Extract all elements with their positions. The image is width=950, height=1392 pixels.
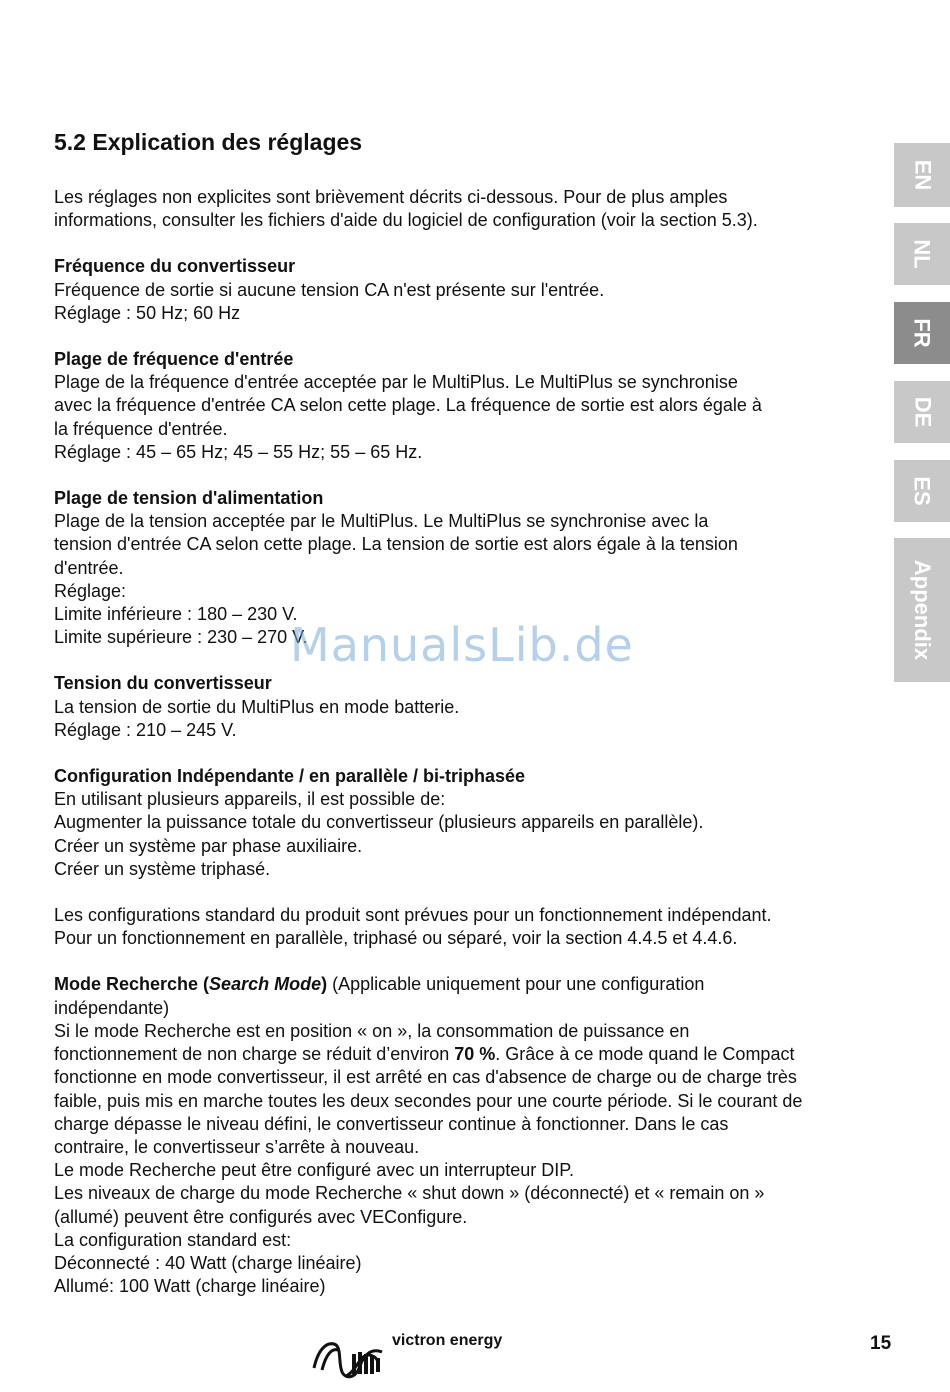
block-line: fonctionne en mode convertisseur, il est arrêté en cas d'absence de charge ou de charge très — [54, 1067, 797, 1088]
block-line: tension d'entrée CA selon cette plage. La tension de sortie est alors égale à la tension — [54, 534, 738, 555]
block-line: Si le mode Recherche est en position « on », la consommation de puissance en — [54, 1020, 690, 1041]
tab-de-label: DE — [910, 396, 935, 428]
block-line: Allumé: 100 Watt (charge linéaire) — [54, 1276, 326, 1297]
footer-brand: victron energy — [392, 1332, 503, 1349]
block-line: Les niveaux de charge du mode Recherche « shut down » (déconnecté) et « remain on » — [54, 1183, 765, 1204]
tab-fr[interactable] — [894, 302, 950, 364]
block-line: Les configurations standard du produit sont prévues pour un fonctionnement indépendant. — [54, 905, 772, 926]
tab-en[interactable] — [894, 143, 950, 207]
block-line: La tension de sortie du MultiPlus en mode batterie. — [54, 696, 460, 717]
block-line: Créer un système triphasé. — [54, 858, 271, 879]
block-line — [54, 1043, 890, 1066]
text-run: . Grâce à ce mode quand le Compact — [495, 1044, 795, 1065]
search-mode-block — [54, 973, 890, 1298]
input-frequency-range-block — [54, 348, 890, 464]
search-mode-heading-line2: indépendante) — [54, 997, 170, 1018]
tab-en-label: EN — [910, 159, 935, 191]
block-line: la fréquence d'entrée. — [54, 418, 228, 439]
inverter-voltage-block — [54, 672, 890, 742]
block-heading: Configuration Indépendante / en parallèle / bi-triphasée — [54, 766, 526, 787]
block-line: Fréquence de sortie si aucune tension CA n'est présente sur l'entrée. — [54, 279, 605, 300]
block-line: La configuration standard est: — [54, 1229, 292, 1250]
tab-es[interactable] — [894, 460, 950, 522]
bold-percent: 70 % — [454, 1044, 496, 1065]
tab-de[interactable] — [894, 381, 950, 443]
watermark: ManualsLib.de — [290, 618, 634, 672]
heading-italic: Search Mode — [209, 974, 322, 995]
tab-fr-label: FR — [909, 318, 935, 348]
heading-bold: ) — [321, 974, 328, 995]
page-number: 15 — [870, 1333, 892, 1354]
block-line: Plage de la tension acceptée par le MultiPlus. Le MultiPlus se synchronise avec la — [54, 511, 709, 532]
heading-rest: (Applicable uniquement pour une configuration — [327, 974, 705, 995]
block-line: Le mode Recherche peut être configuré avec un interrupteur DIP. — [54, 1160, 574, 1181]
block-line: Déconnecté : 40 Watt (charge linéaire) — [54, 1252, 362, 1273]
block-line: Réglage : 210 – 245 V. — [54, 719, 237, 740]
block-line: Réglage: — [54, 580, 127, 601]
block-line: Réglage : 45 – 65 Hz; 45 – 55 Hz; 55 – 65 Hz. — [54, 441, 423, 462]
block-line: Plage de la fréquence d'entrée acceptée par le MultiPlus. Le MultiPlus se synchronise — [54, 372, 738, 393]
tab-appendix[interactable] — [894, 538, 950, 682]
heading-bold: Mode Recherche ( — [54, 974, 210, 995]
block-line: contraire, le convertisseur s’arrête à nouveau. — [54, 1136, 420, 1157]
block-line: faible, puis mis en marche toutes les deux secondes pour une courte période. Si le courant de — [54, 1090, 803, 1111]
block-heading: Tension du convertisseur — [54, 673, 272, 694]
block-line: Pour un fonctionnement en parallèle, triphasé ou séparé, voir la section 4.4.5 et 4.4.6. — [54, 928, 738, 949]
inverter-frequency-block — [54, 255, 890, 325]
intro-line: informations, consulter les fichiers d'aide du logiciel de configuration (voir la section 5.3). — [54, 210, 758, 231]
configuration-block — [54, 765, 890, 881]
search-mode-heading — [54, 973, 890, 996]
standard-configuration-block — [54, 904, 890, 950]
text-run: fonctionnement de non charge se réduit d’environ — [54, 1044, 455, 1065]
block-line: charge dépasse le niveau défini, le convertisseur continue à fonctionner. Dans le cas — [54, 1113, 729, 1134]
block-heading: Fréquence du convertisseur — [54, 256, 296, 277]
intro-line: Les réglages non explicites sont brièvement décrits ci-dessous. Pour de plus amples — [54, 187, 728, 207]
block-line: Augmenter la puissance totale du convertisseur (plusieurs appareils en parallèle). — [54, 812, 704, 833]
block-line: Limite supérieure : 230 – 270 V. — [54, 627, 308, 648]
tab-es-label: ES — [909, 476, 935, 506]
section-title: 5.2 Explication des réglages — [54, 129, 363, 155]
block-heading: Plage de fréquence d'entrée — [54, 349, 294, 370]
intro-paragraph — [54, 186, 890, 232]
block-line: avec la fréquence d'entrée CA selon cette plage. La fréquence de sortie est alors égale à — [54, 395, 762, 416]
block-line: Limite inférieure : 180 – 230 V. — [54, 604, 298, 625]
tab-nl[interactable] — [894, 223, 950, 285]
block-line: (allumé) peuvent être configurés avec VEConfigure. — [54, 1206, 468, 1227]
block-heading: Plage de tension d'alimentation — [54, 488, 324, 509]
block-line: Réglage : 50 Hz; 60 Hz — [54, 302, 241, 323]
tab-appendix-label: Appendix — [910, 559, 936, 661]
page-content — [54, 128, 890, 1321]
block-line: En utilisant plusieurs appareils, il est possible de: — [54, 789, 446, 810]
block-line: d'entrée. — [54, 557, 124, 578]
tab-nl-label: NL — [909, 239, 935, 269]
block-line: Créer un système par phase auxiliaire. — [54, 835, 363, 856]
